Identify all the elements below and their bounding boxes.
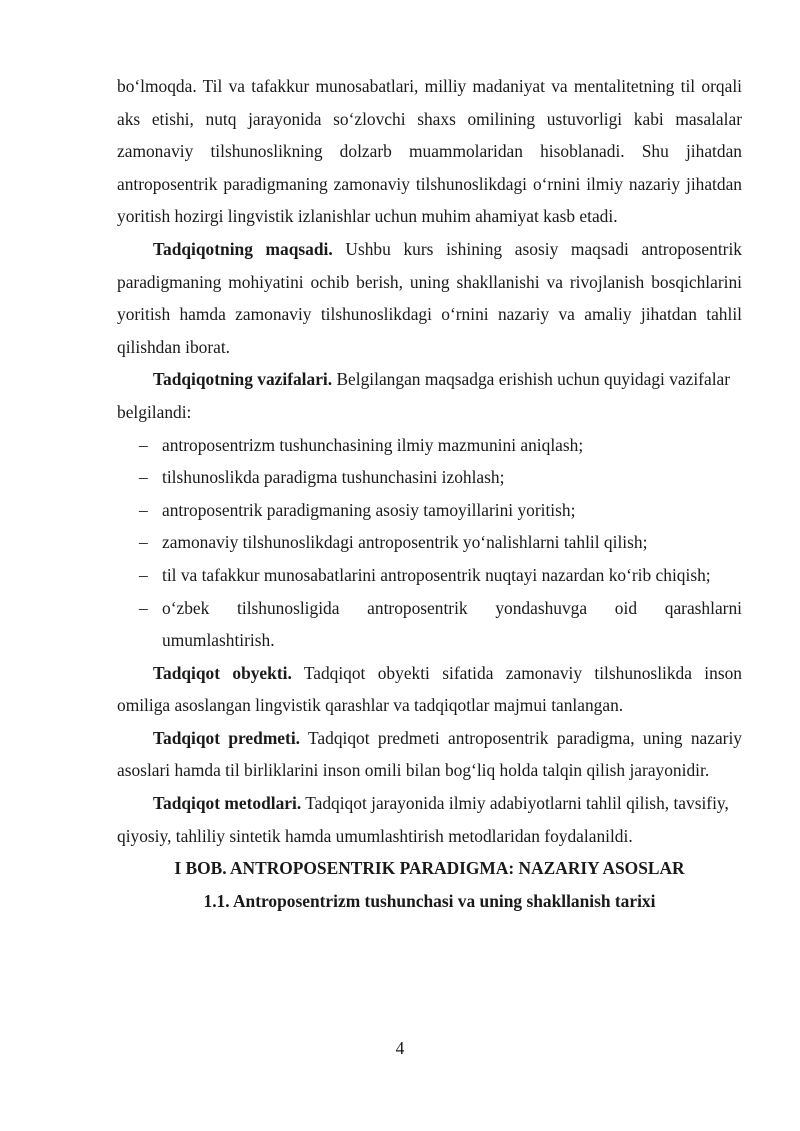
list-bullet: – — [139, 597, 148, 618]
list-item — [117, 461, 742, 494]
subject-label: Tadqiqot predmeti. — [153, 727, 300, 748]
tasks-text: Belgilangan maqsadga erishish uchun quyidagi vazifalar belgilandi: — [117, 369, 731, 422]
list-item-text: zamonaviy tilshunoslikdagi antroposentrik yo‘nalishlarni tahlil qilish; — [162, 532, 648, 553]
list-bullet: – — [139, 434, 148, 455]
list-bullet: – — [139, 499, 148, 520]
page-content — [117, 70, 742, 918]
list-item — [117, 494, 742, 527]
section-heading: 1.1. Antroposentrizm tushunchasi va uning shakllanish tarixi — [203, 891, 656, 912]
list-item — [117, 526, 742, 559]
list-item — [117, 429, 742, 462]
methods-paragraph — [117, 787, 742, 852]
goal-label: Tadqiqotning maqsadi. — [153, 238, 333, 259]
methods-text: Tadqiqot jarayonida ilmiy adabiyotlarni tahlil qilish, tavsifiy, qiyosiy, tahliliy sintetik hamda umumlashtirish metodlaridan foydalanildi. — [117, 793, 729, 846]
list-bullet: – — [139, 467, 148, 488]
subject-paragraph — [117, 722, 742, 787]
methods-label: Tadqiqot metodlari. — [153, 793, 302, 814]
object-label: Tadqiqot obyekti. — [153, 662, 292, 683]
goal-paragraph — [117, 233, 742, 363]
intro-paragraph: bo‘lmoqda. Til va tafakkur munosabatlari, milliy madaniyat va mentalitetning til orqali aks etishi, nutq jarayonida so‘zlovchi shaxs omilining ustuvorligi kabi masalalar zamonaviy tilshunoslikning dolzarb muammolaridan hisoblanadi. Shu jihatdan antroposentrik paradigmaning zamonaviy tilshunoslikdagi o‘rnini ilmiy nazariy jihatdan yoritish hozirgi lingvistik izlanishlar uchun muhim ahamiyat kasb etadi. — [117, 76, 742, 227]
list-item — [117, 559, 742, 592]
subject-text: Tadqiqot predmeti antroposentrik paradigma, uning nazariy asoslari hamda til birliklarini inson omili bilan bog‘liq holda talqin qilish jarayonidir. — [117, 727, 742, 781]
page-number: 4 — [395, 1038, 405, 1058]
list-bullet: – — [139, 564, 148, 585]
goal-text: Ushbu kurs ishining asosiy maqsadi antroposentrik paradigmaning mohiyatini ochib berish, uning shakllanishi va rivojlanish bosqichlarini yoritish hamda zamonaviy tilshunoslikdagi o‘rnini nazariy va amaliy jihatdan tahlil qilishdan iborat. — [117, 238, 742, 357]
list-item-text: tilshunoslikda paradigma tushunchasini izohlash; — [162, 467, 505, 488]
list-item-text: til va tafakkur munosabatlarini antroposentrik nuqtayi nazardan ko‘rib chiqish; — [162, 564, 711, 585]
list-item-text: antroposentrizm tushunchasining ilmiy mazmunini aniqlash; — [162, 434, 584, 455]
list-item — [117, 592, 742, 657]
object-paragraph — [117, 657, 742, 722]
tasks-paragraph — [117, 363, 742, 428]
tasks-label: Tadqiqotning vazifalari. — [153, 369, 333, 390]
list-bullet: – — [139, 532, 148, 553]
object-text: Tadqiqot obyekti sifatida zamonaviy tilshunoslikda inson omiliga asoslangan lingvistik qarashlar va tadqiqotlar majmui tanlangan. — [117, 662, 742, 716]
chapter-heading: I BOB. ANTROPOSENTRIK PARADIGMA: NAZARIY ASOSLAR — [174, 858, 685, 879]
list-item-text: antroposentrik paradigmaning asosiy tamoyillarini yoritish; — [162, 499, 576, 520]
list-item-text: o‘zbek tilshunosligida antroposentrik yondashuvga oid qarashlarni umumlashtirish. — [162, 597, 742, 651]
tasks-list — [117, 429, 742, 657]
